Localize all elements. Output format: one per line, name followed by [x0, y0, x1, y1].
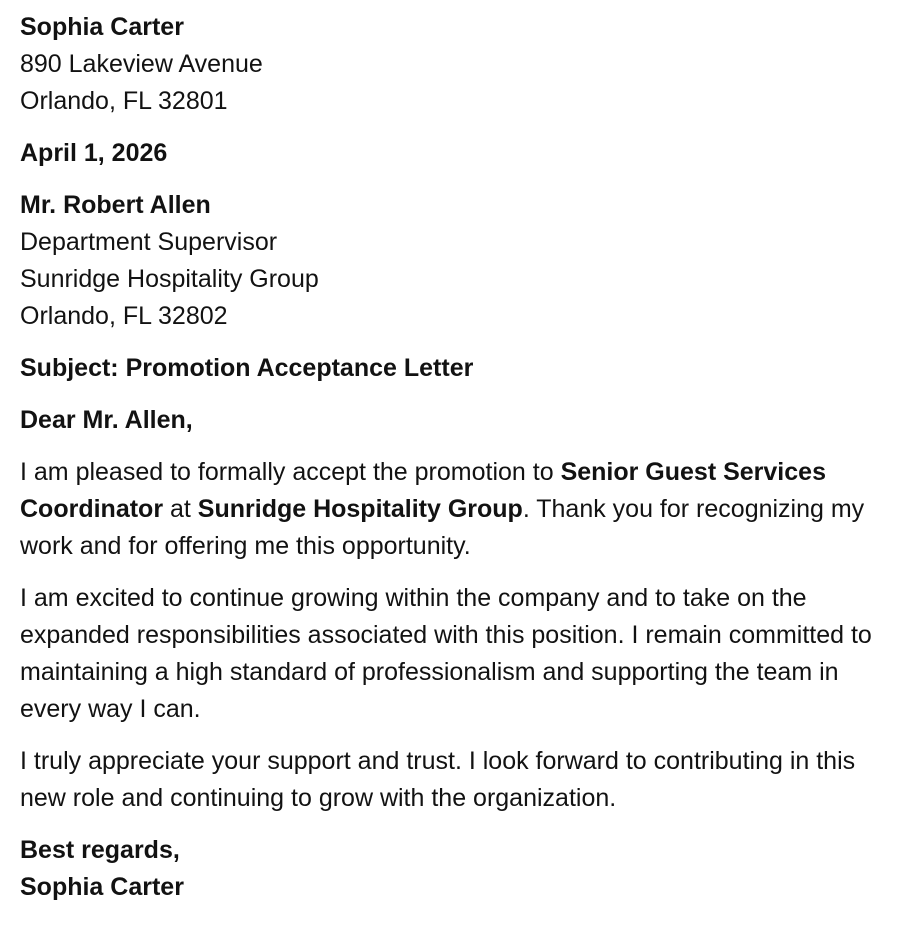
subject-line: Subject: Promotion Acceptance Letter [20, 354, 474, 382]
body-paragraph-1 [20, 454, 880, 565]
sender-name: Sophia Carter [20, 13, 184, 41]
sender-block [20, 9, 880, 120]
sender-address-line2: Orlando, FL 32801 [20, 87, 228, 115]
p1-text-post: . Thank you for recognizing my work and for offering me this opportunity. [20, 495, 865, 560]
p1-bold-company: Sunridge Hospitality Group [197, 495, 523, 523]
sender-address-line1: 890 Lakeview Avenue [20, 50, 263, 78]
recipient-address: Orlando, FL 32802 [20, 302, 228, 330]
recipient-company: Sunridge Hospitality Group [20, 265, 319, 293]
salutation: Dear Mr. Allen, [20, 406, 193, 434]
recipient-title: Department Supervisor [20, 228, 278, 256]
date-line: April 1, 2026 [20, 139, 168, 167]
closing-block [20, 832, 880, 906]
p1-bold-role: Senior Guest Services Coordinator [20, 458, 826, 523]
p1-text-pre: I am pleased to formally accept the promotion to [20, 458, 561, 486]
recipient-block [20, 187, 880, 335]
signature-name: Sophia Carter [20, 873, 184, 901]
closing-phrase: Best regards, [20, 836, 180, 864]
recipient-name: Mr. Robert Allen [20, 191, 211, 219]
p1-text-mid: at [163, 495, 198, 523]
body-paragraph-2: I am excited to continue growing within the company and to take on the expanded responsibilities associated with this position. I remain committed to maintaining a high standard of professionalism and supporting the team in every way I can. [20, 584, 872, 723]
body-paragraph-3: I truly appreciate your support and trust. I look forward to contributing in this new role and continuing to grow with the organization. [20, 747, 856, 812]
